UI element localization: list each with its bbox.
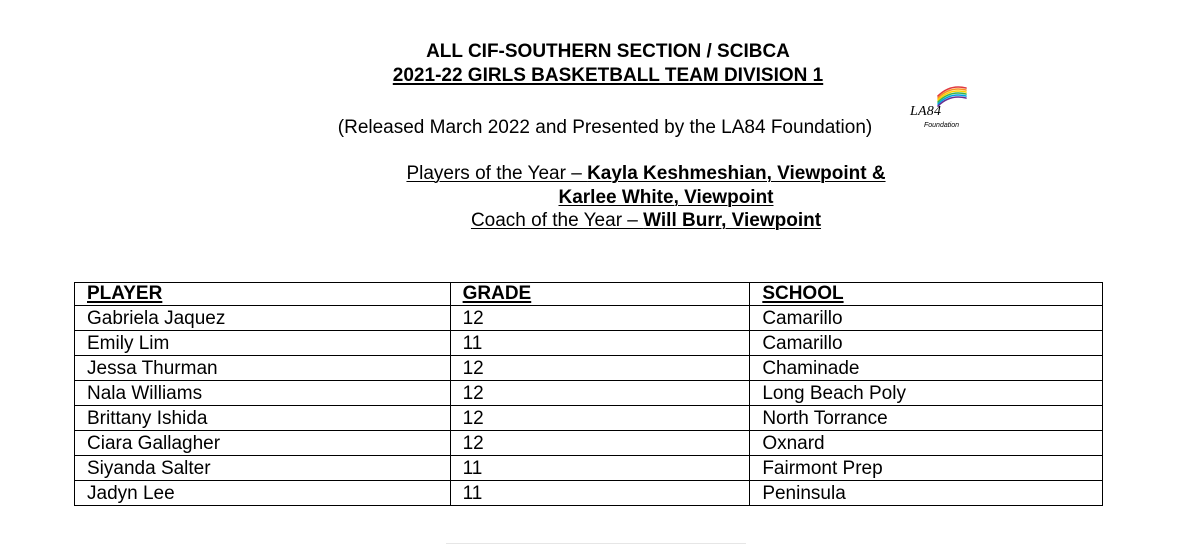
document-title-line2-text: 2021-22 GIRLS BASKETBALL TEAM DIVISION 1	[392, 65, 824, 86]
logo-text: LA84	[910, 104, 942, 119]
player-grade: 12	[450, 356, 750, 381]
player-name: Brittany Ishida	[75, 406, 451, 431]
document-title-line1: ALL CIF-SOUTHERN SECTION / SCIBCA	[426, 41, 790, 62]
release-note: (Released March 2022 and Presented by the LA84 Foundation)	[337, 117, 873, 138]
coach-of-year-line	[0, 209, 1200, 233]
player-grade: 12	[450, 431, 750, 456]
table-row	[75, 481, 1103, 506]
player-school: Chaminade	[750, 356, 1103, 381]
player-grade: 11	[450, 456, 750, 481]
roster-table	[74, 282, 1103, 506]
table-row	[75, 406, 1103, 431]
header-school: SCHOOL	[750, 283, 1103, 306]
player-school: Camarillo	[750, 331, 1103, 356]
player-school: Fairmont Prep	[750, 456, 1103, 481]
players-of-year-line1	[0, 162, 1200, 186]
player-of-year-1: Kayla Keshmeshian, Viewpoint &	[587, 163, 886, 184]
logo-subtext: Foundation	[924, 122, 960, 129]
table-row	[75, 456, 1103, 481]
player-name: Emily Lim	[75, 331, 451, 356]
player-grade: 12	[450, 406, 750, 431]
player-of-year-2: Karlee White, Viewpoint	[558, 186, 774, 208]
player-name: Jessa Thurman	[75, 356, 451, 381]
player-name: Jadyn Lee	[75, 481, 451, 506]
player-school: Oxnard	[750, 431, 1103, 456]
table-row	[75, 431, 1103, 456]
coach-of-year-label: Coach of the Year –	[470, 210, 644, 231]
player-school: Peninsula	[750, 481, 1103, 506]
player-name: Nala Williams	[75, 381, 451, 406]
player-school: Long Beach Poly	[750, 381, 1103, 406]
player-school: Camarillo	[750, 306, 1103, 331]
player-grade: 11	[450, 481, 750, 506]
player-grade: 12	[450, 381, 750, 406]
awards-section	[0, 162, 1200, 233]
player-school: North Torrance	[750, 406, 1103, 431]
player-grade: 12	[450, 306, 750, 331]
player-name: Gabriela Jaquez	[75, 306, 451, 331]
coach-of-year: Will Burr, Viewpoint	[643, 210, 822, 231]
table-row	[75, 381, 1103, 406]
table-header-row	[75, 283, 1103, 306]
table-row	[75, 356, 1103, 381]
players-of-year-label: Players of the Year –	[406, 163, 588, 184]
table-row	[75, 306, 1103, 331]
page-bottom-divider	[446, 543, 746, 544]
player-name: Ciara Gallagher	[75, 431, 451, 456]
header-grade: GRADE	[450, 283, 750, 306]
table-row	[75, 331, 1103, 356]
players-of-year-line2	[0, 186, 1200, 210]
header-player: PLAYER	[75, 283, 451, 306]
document-title-line2	[8, 64, 1200, 87]
player-name: Siyanda Salter	[75, 456, 451, 481]
player-grade: 11	[450, 331, 750, 356]
